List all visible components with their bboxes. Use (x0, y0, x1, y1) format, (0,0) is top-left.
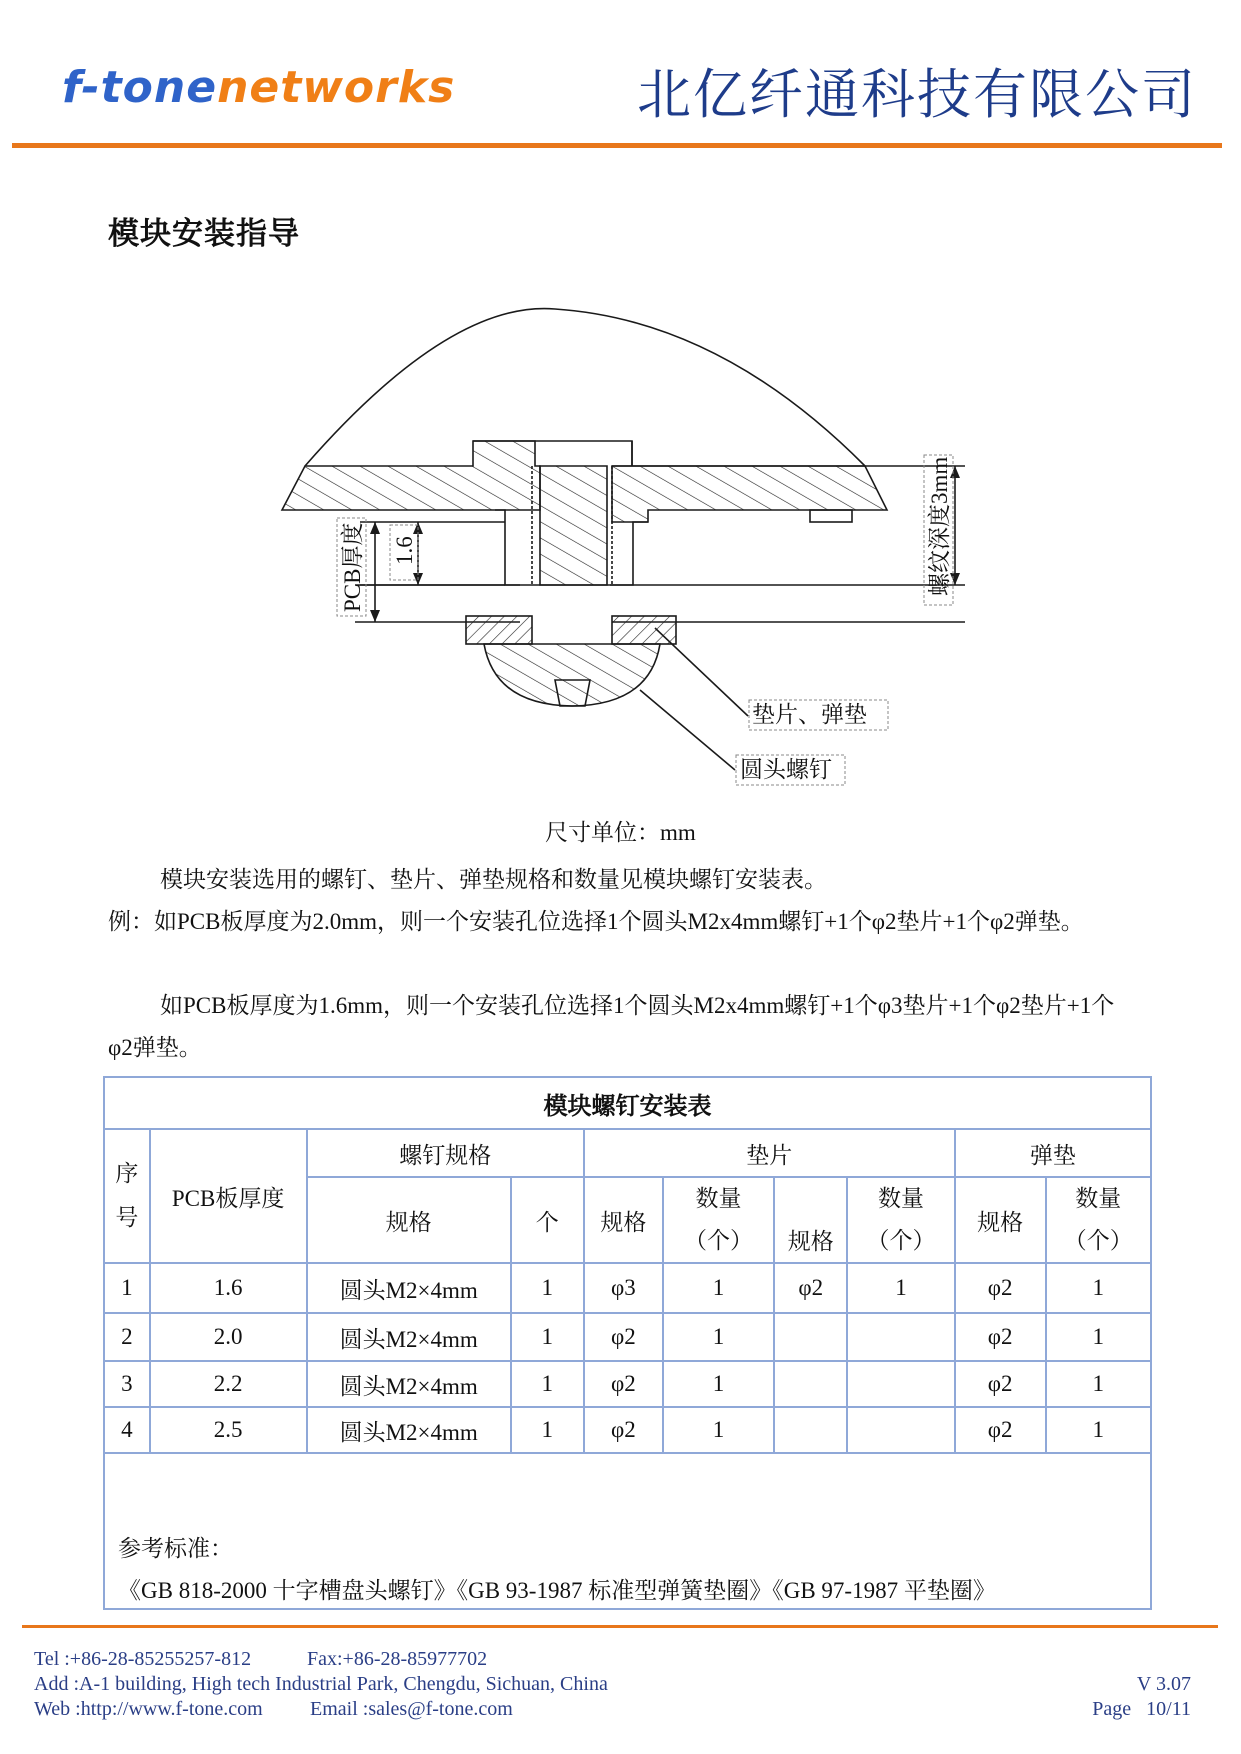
unit-caption: 尺寸单位：mm (545, 820, 696, 845)
screw-shaft (540, 466, 607, 585)
header-screw-count: 个 (511, 1177, 584, 1263)
cell-screw: 圆头M2×4mm (307, 1263, 511, 1313)
leader-washer (655, 628, 748, 716)
header-seq: 序号 (104, 1129, 150, 1263)
cell-washer-spec-1: φ2 (584, 1313, 663, 1361)
company-name: 北亿纤通科技有限公司 (637, 63, 1197, 126)
header-washer: 垫片 (584, 1129, 955, 1177)
thread-depth-label: 螺纹深度3mm (927, 456, 952, 596)
footer-page (1092, 1698, 1191, 1721)
dim-value-label: 1.6 (392, 536, 417, 565)
boss-right (610, 522, 648, 585)
cell-washer-spec-2: φ2 (774, 1263, 847, 1313)
pcb-thickness-label: PCB厚度 (340, 522, 365, 612)
qty-label-1: 数量 (695, 1186, 742, 1211)
cell-spring-qty: 1 (1046, 1407, 1151, 1453)
footer-version: V 3.07 (1136, 1673, 1191, 1695)
paragraph-1 (108, 859, 1138, 943)
reference-label: 参考标准： (118, 1536, 233, 1561)
cell-count: 1 (511, 1361, 584, 1407)
cell-washer-qty-1: 1 (663, 1313, 774, 1361)
dome-outline (305, 309, 865, 466)
header-screw-spec: 规格 (307, 1177, 511, 1263)
table-row (104, 1313, 1151, 1361)
cell-spring-qty: 1 (1046, 1263, 1151, 1313)
logo-text-1: f-tone (62, 62, 218, 113)
cell-washer-spec-1: φ2 (584, 1407, 663, 1453)
foot-pad (810, 510, 852, 522)
cell-spring-qty: 1 (1046, 1361, 1151, 1407)
header-washer-spec-2: 规格 (774, 1177, 847, 1263)
paragraph-2: 如PCB板厚度为1.6mm，则一个安装孔位选择1个圆头M2x4mm螺钉+1个φ3垫片+1个φ2垫片+1个φ2弹垫。 (108, 993, 1115, 1060)
page-label: Page (1092, 1698, 1132, 1720)
table-title: 模块螺钉安装表 (104, 1077, 1151, 1129)
cell-washer-qty-2 (847, 1313, 954, 1361)
installation-diagram (0, 0, 1241, 800)
leader-screw (640, 690, 735, 770)
screw-install-table (103, 1076, 1152, 1454)
cell-washer-spec-1: φ3 (584, 1263, 663, 1313)
cell-spring-qty: 1 (1046, 1313, 1151, 1361)
qty-label-2: 数量 (878, 1186, 925, 1211)
header-washer-qty-1 (663, 1177, 774, 1263)
cell-spring-spec: φ2 (955, 1361, 1046, 1407)
footer-fax: Fax:+86-28-85977702 (307, 1648, 488, 1670)
header-screw: 螺钉规格 (307, 1129, 584, 1177)
cell-pcb: 2.2 (150, 1361, 307, 1407)
cell-screw: 圆头M2×4mm (307, 1313, 511, 1361)
cell-spring-spec: φ2 (955, 1263, 1046, 1313)
screw-head (484, 644, 660, 706)
table-row (104, 1407, 1151, 1453)
cell-pcb: 2.0 (150, 1313, 307, 1361)
header-spring: 弹垫 (955, 1129, 1151, 1177)
cell-seq: 3 (104, 1361, 150, 1407)
footer-address: Add :A-1 building, High tech Industrial Park, Chengdu, Sichuan, China (34, 1673, 608, 1695)
cell-washer-qty-2 (847, 1407, 954, 1453)
footer-tel: Tel :+86-28-85255257-812 (34, 1648, 252, 1670)
cell-spring-spec: φ2 (955, 1407, 1046, 1453)
page-number: 10/11 (1146, 1698, 1191, 1720)
footer-web[interactable]: Web :http://www.f-tone.com (34, 1698, 263, 1720)
header-washer-spec-1: 规格 (584, 1177, 663, 1263)
cell-pcb: 2.5 (150, 1407, 307, 1453)
cell-seq: 4 (104, 1407, 150, 1453)
washer-left (466, 616, 532, 644)
cell-washer-qty-2: 1 (847, 1263, 954, 1313)
header-washer-qty-2 (847, 1177, 954, 1263)
cell-pcb: 1.6 (150, 1263, 307, 1313)
cell-screw: 圆头M2×4mm (307, 1407, 511, 1453)
qty-unit-2: （个） (866, 1228, 936, 1253)
table-row (104, 1361, 1151, 1407)
qty-unit-1: （个） (684, 1228, 754, 1253)
paragraph-1-line: 模块安装选用的螺钉、垫片、弹垫规格和数量见模块螺钉安装表。 (160, 867, 827, 892)
arrow-3 (370, 522, 380, 534)
footer-rule (22, 1625, 1218, 1628)
cell-washer-qty-1: 1 (663, 1361, 774, 1407)
cell-count: 1 (511, 1313, 584, 1361)
flange-left (282, 441, 540, 510)
header-pcb: PCB板厚度 (150, 1129, 307, 1263)
qty-unit-3: （个） (1063, 1228, 1133, 1253)
washer-label: 垫片、弹垫 (752, 702, 867, 727)
cell-seq: 1 (104, 1263, 150, 1313)
footer-email[interactable]: Email :sales@f-tone.com (310, 1698, 513, 1720)
cell-screw: 圆头M2×4mm (307, 1361, 511, 1407)
cell-washer-spec-1: φ2 (584, 1361, 663, 1407)
cell-washer-qty-2 (847, 1361, 954, 1407)
screw-label: 圆头螺钉 (740, 757, 832, 782)
cell-count: 1 (511, 1407, 584, 1453)
reference-standards: 《GB 818-2000 十字槽盘头螺钉》《GB 93-1987 标准型弹簧垫圈》《GB 97-1987 平垫圈》 (118, 1578, 996, 1603)
header-spring-qty (1046, 1177, 1151, 1263)
paragraph-example: 例：如PCB板厚度为2.0mm，则一个安装孔位选择1个圆头M2x4mm螺钉+1个φ2垫片+1个φ2弹垫。 (108, 909, 1084, 934)
cell-washer-spec-2 (774, 1407, 847, 1453)
table-row (104, 1263, 1151, 1313)
logo-text-2: networks (217, 62, 456, 113)
cell-seq: 2 (104, 1313, 150, 1361)
qty-label-3: 数量 (1075, 1186, 1122, 1211)
cell-spring-spec: φ2 (955, 1313, 1046, 1361)
header-spring-spec: 规格 (955, 1177, 1046, 1263)
cell-washer-qty-1: 1 (663, 1263, 774, 1313)
cell-washer-qty-1: 1 (663, 1407, 774, 1453)
cell-washer-spec-2 (774, 1313, 847, 1361)
cell-count: 1 (511, 1263, 584, 1313)
arrow-4 (370, 610, 380, 622)
cell-washer-spec-2 (774, 1361, 847, 1407)
section-title: 模块安装指导 (108, 216, 300, 251)
